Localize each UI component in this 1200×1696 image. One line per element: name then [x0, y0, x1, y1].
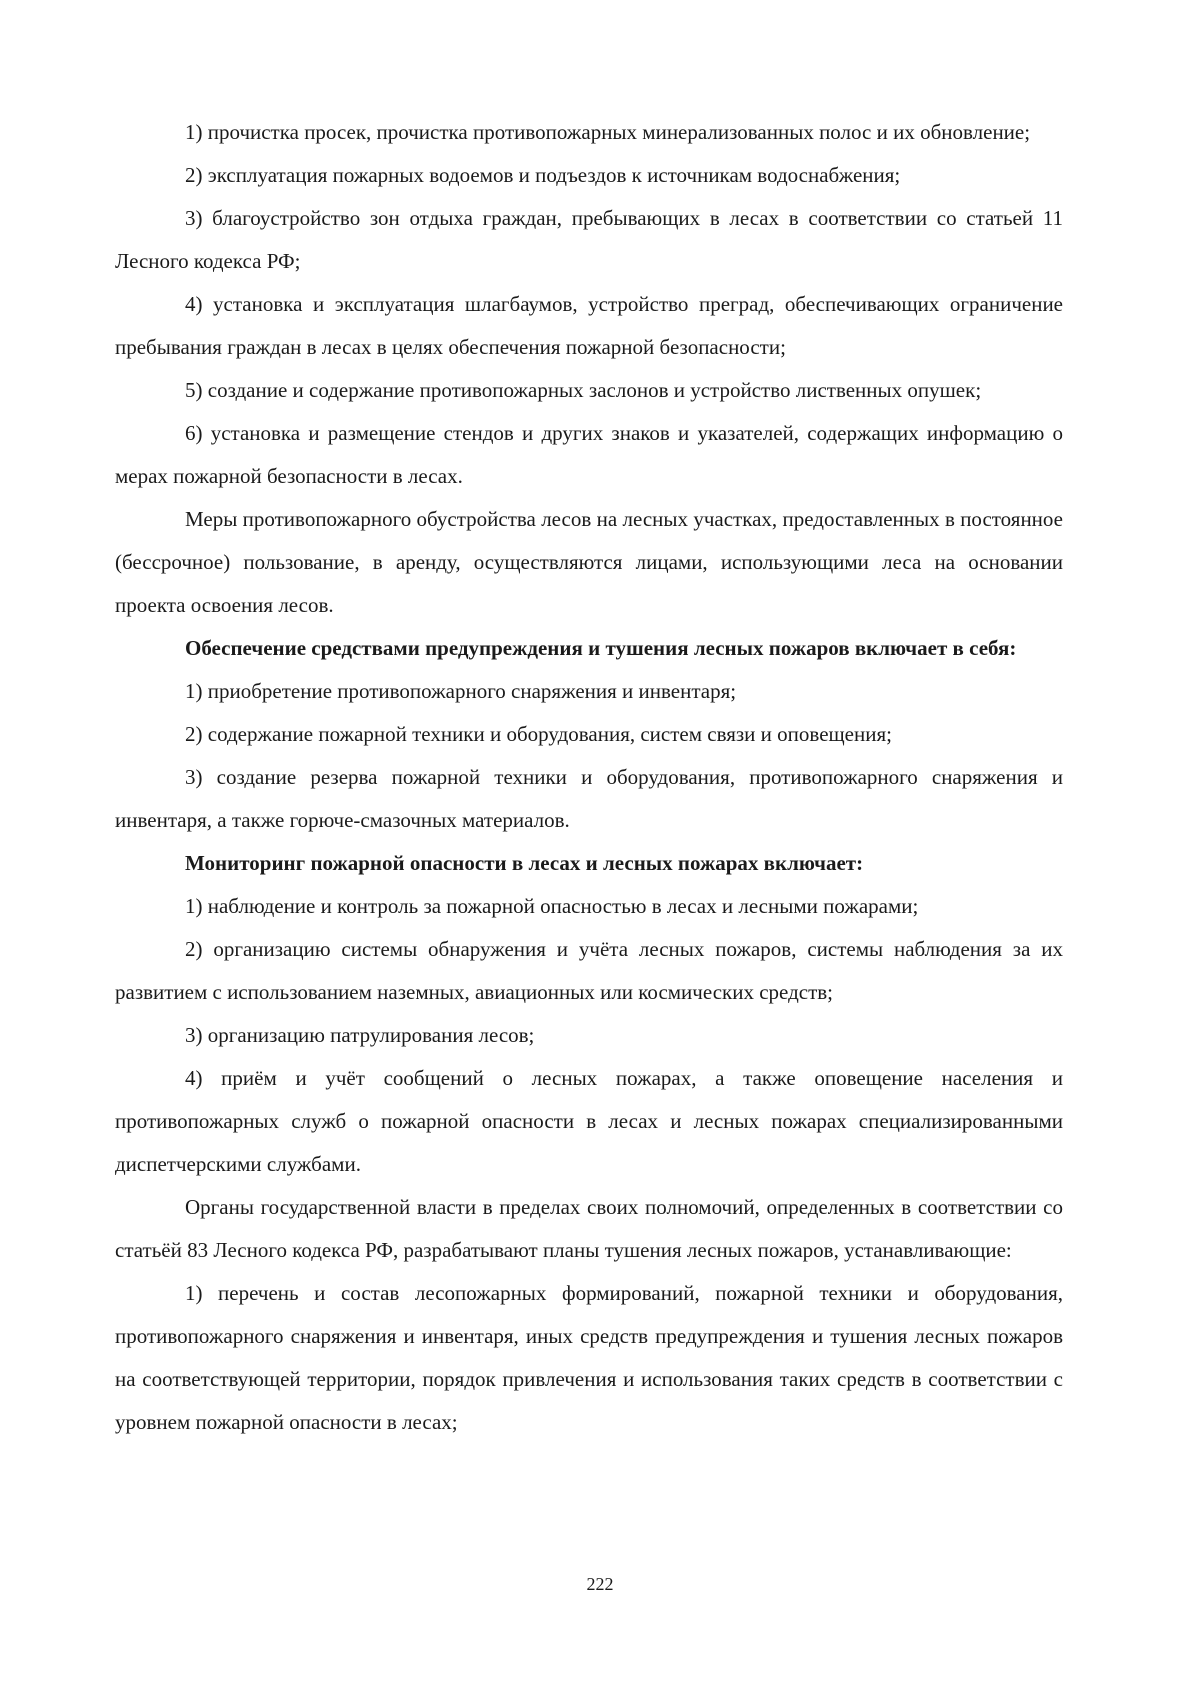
paragraph-5: 5) создание и содержание противопожарных заслонов и устройство лиственных опушек; [185, 378, 982, 402]
paragraph-13: 1) наблюдение и контроль за пожарной опасностью в лесах и лесными пожарами; [185, 894, 919, 918]
paragraph-15: 3) организацию патрулирования лесов; [185, 1023, 535, 1047]
paragraph-14: 2) организацию системы обнаружения и учёта лесных пожаров, системы наблюдения за их развитием с использованием наземных, авиационных или космических средств; [115, 937, 1063, 1004]
paragraph-9: 1) приобретение противопожарного снаряжения и инвентаря; [185, 679, 737, 703]
section-heading-fire-means: Обеспечение средствами предупреждения и тушения лесных пожаров включает в себя: [185, 636, 1017, 660]
paragraph-4: 4) установка и эксплуатация шлагбаумов, устройство преград, обеспечивающих ограничение пребывания граждан в лесах в целях обеспечения пожарной безопасности; [115, 292, 1063, 359]
paragraph-11: 3) создание резерва пожарной техники и оборудования, противопожарного снаряжения и инвентаря, а также горюче-смазочных материалов. [115, 765, 1063, 832]
section-heading-monitoring: Мониторинг пожарной опасности в лесах и лесных пожарах включает: [185, 851, 864, 875]
paragraph-16: 4) приём и учёт сообщений о лесных пожарах, а также оповещение населения и противопожарных служб о пожарной опасности в лесах и лесных пожарах специализированными диспетчерскими службами. [115, 1066, 1063, 1176]
paragraph-18: 1) перечень и состав лесопожарных формирований, пожарной техники и оборудования, противопожарного снаряжения и инвентаря, иных средств предупреждения и тушения лесных пожаров на соответствующей территории, порядок привлечения и использования таких средств в соответствии с уровнем пожарной опасности в лесах; [115, 1281, 1063, 1434]
paragraph-1: 1) прочистка просек, прочистка противопожарных минерализованных полос и их обновление; [185, 120, 1031, 144]
paragraph-3: 3) благоустройство зон отдыха граждан, пребывающих в лесах в соответствии со статьей 11 Лесного кодекса РФ; [115, 206, 1063, 273]
paragraph-7: Меры противопожарного обустройства лесов на лесных участках, предоставленных в постоянное (бессрочное) пользование, в аренду, осуществляются лицами, использующими леса на основании проекта освоения лесов. [115, 507, 1063, 617]
paragraph-2: 2) эксплуатация пожарных водоемов и подъездов к источникам водоснабжения; [185, 163, 901, 187]
page-number: 222 [586, 1574, 614, 1594]
paragraph-6: 6) установка и размещение стендов и других знаков и указателей, содержащих информацию о мерах пожарной безопасности в лесах. [115, 421, 1063, 488]
paragraph-17: Органы государственной власти в пределах своих полномочий, определенных в соответствии со статьёй 83 Лесного кодекса РФ, разрабатывают планы тушения лесных пожаров, устанавливающие: [115, 1195, 1063, 1262]
document-body [115, 111, 1063, 1444]
paragraph-10: 2) содержание пожарной техники и оборудования, систем связи и оповещения; [185, 722, 892, 746]
